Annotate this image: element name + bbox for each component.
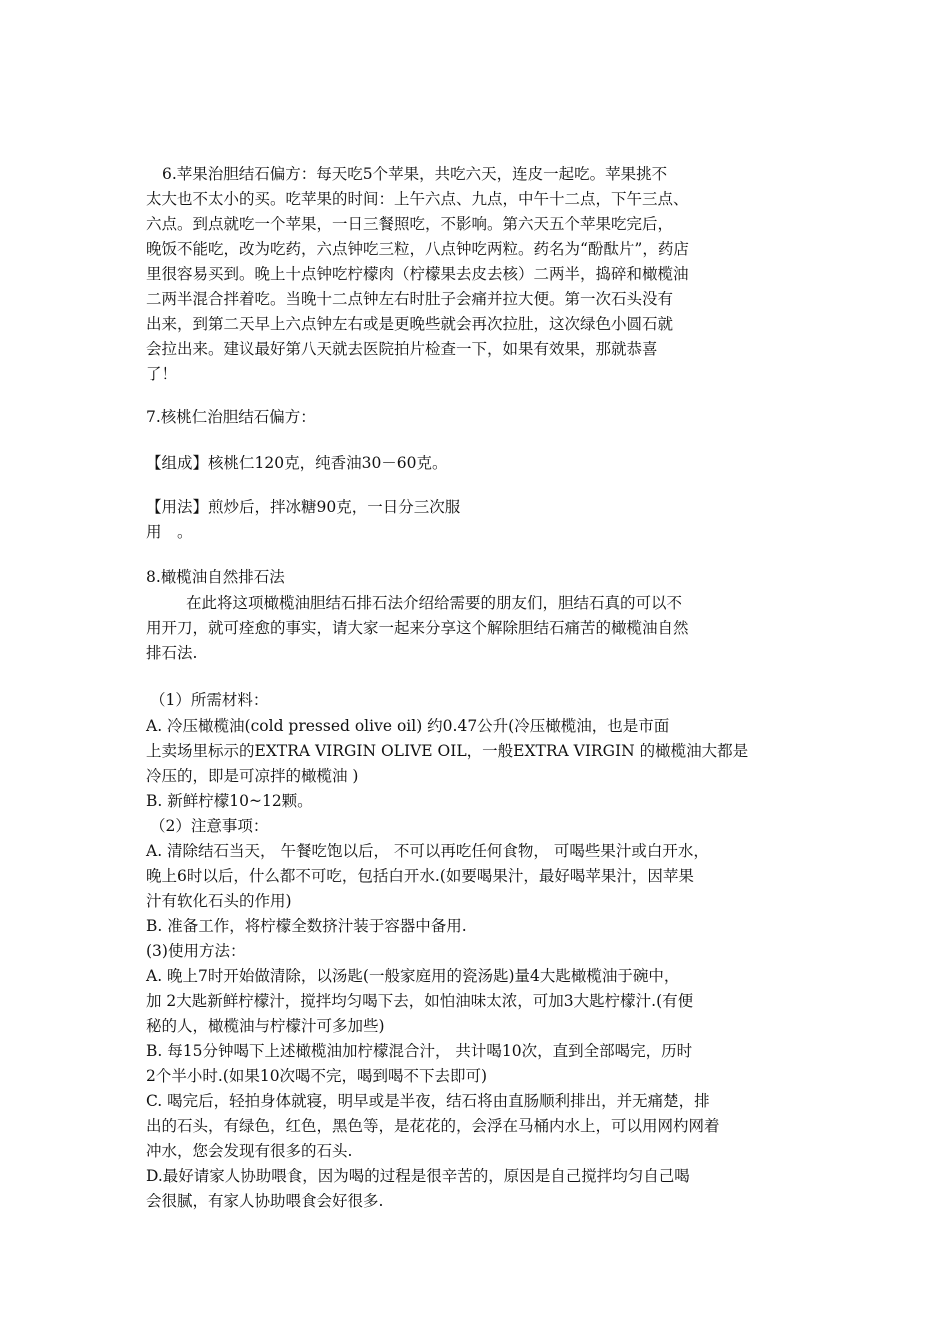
materials-line-4: B. 新鲜柠檬10~12颗。 [146,792,313,810]
notes-line-3: 汁有软化石头的作用) [146,892,292,910]
section6-line-3: 六点。到点就吃一个苹果，一日三餐照吃，不影响。第六天五个苹果吃完后， [146,215,674,233]
method-line-5: 2个半小时.(如果10次喝不完，喝到喝不下去即可) [146,1067,488,1085]
method-line-6: C. 喝完后，轻拍身体就寝，明早或是半夜，结石将由直肠顺利排出，并无痛楚，排 [146,1092,710,1110]
notes-line-2: 晚上6时以后，什么都不可吃，包括白开水.(如要喝果汁，最好喝苹果汁，因苹果 [146,867,694,885]
method-line-7: 出的石头，有绿色，红色，黑色等，是花花的，会浮在马桶内水上，可以用网杓网着 [146,1117,720,1135]
section6-line-4: 晚饭不能吃，改为吃药，六点钟吃三粒，八点钟吃两粒。药名为“酚酞片”，药店 [146,240,689,258]
method-line-10: 会很腻，有家人协助喂食会好很多. [146,1192,384,1210]
section8-title: 8.橄榄油自然排石法 [146,568,285,586]
section6-line-5: 里很容易买到。晚上十点钟吃柠檬肉（柠檬果去皮去核）二两半，捣碎和橄榄油 [146,265,689,283]
section7-usage-line-1: 【用法】煎炒后，拌冰糖90克，一日分三次服 [146,498,461,516]
section6-line-7: 出来，到第二天早上六点钟左右或是更晚些就会再次拉肚，这次绿色小圆石就 [146,315,674,333]
notes-line-1: A. 清除结石当天， 午餐吃饱以后， 不可以再吃任何食物， 可喝些果汁或白开水， [146,842,709,860]
method-line-9: D.最好请家人协助喂食，因为喝的过程是很辛苦的，原因是自己搅拌均匀自己喝 [146,1167,690,1185]
method-line-2: 加 2大匙新鲜柠檬汁，搅拌均匀喝下去，如怕油味太浓，可加3大匙柠檬汁.(有便 [146,992,694,1010]
notes-title: （2）注意事项： [150,817,269,835]
method-title: (3)使用方法： [146,942,246,960]
section6-line-6: 二两半混合拌着吃。当晚十二点钟左右时肚子会痛并拉大便。第一次石头没有 [146,290,674,308]
method-line-3: 秘的人，橄榄油与柠檬汁可多加些) [146,1017,385,1035]
notes-line-4: B. 准备工作，将柠檬全数挤汁装于容器中备用. [146,917,467,935]
section7-composition: 【组成】核桃仁120克，纯香油30－60克。 [146,454,448,472]
materials-line-2: 上卖场里标示的EXTRA VIRGIN OLIVE OIL，一般EXTRA VIRGIN 的橄榄油大都是 [146,742,749,760]
method-line-4: B. 每15分钟喝下上述橄榄油加柠檬混合汁， 共计喝10次，直到全部喝完，历时 [146,1042,693,1060]
materials-line-3: 冷压的，即是可凉拌的橄榄油 ) [146,767,359,785]
section8-intro-line-1: 在此将这项橄榄油胆结石排石法介绍给需要的朋友们，胆结石真的可以不 [186,594,683,612]
section6-line-2: 太大也不太小的买。吃苹果的时间：上午六点、九点，中午十二点，下午三点、 [146,190,689,208]
section6-line-1: 6.苹果治胆结石偏方：每天吃5个苹果，共吃六天，连皮一起吃。苹果挑不 [162,165,668,183]
section8-intro-line-2: 用开刀，就可痊愈的事实，请大家一起来分享这个解除胆结石痛苦的橄榄油自然 [146,619,689,637]
section7-usage-line-2: 用 。 [146,523,193,541]
method-line-8: 冲水，您会发现有很多的石头. [146,1142,353,1160]
method-line-1: A. 晚上7时开始做清除，以汤匙(一般家庭用的瓷汤匙)量4大匙橄榄油于碗中， [146,967,680,985]
materials-line-1: A. 冷压橄榄油(cold pressed olive oil) 约0.47公升(冷压橄榄油，也是市面 [146,717,670,735]
section8-intro-line-3: 排石法. [146,644,198,662]
section7-title: 7.核桃仁治胆结石偏方： [146,408,316,426]
section6-line-8: 会拉出来。建议最好第八天就去医院拍片检查一下，如果有效果，那就恭喜 [146,340,658,358]
materials-title: （1）所需材料： [150,691,269,709]
section6-line-9: 了！ [146,365,178,383]
